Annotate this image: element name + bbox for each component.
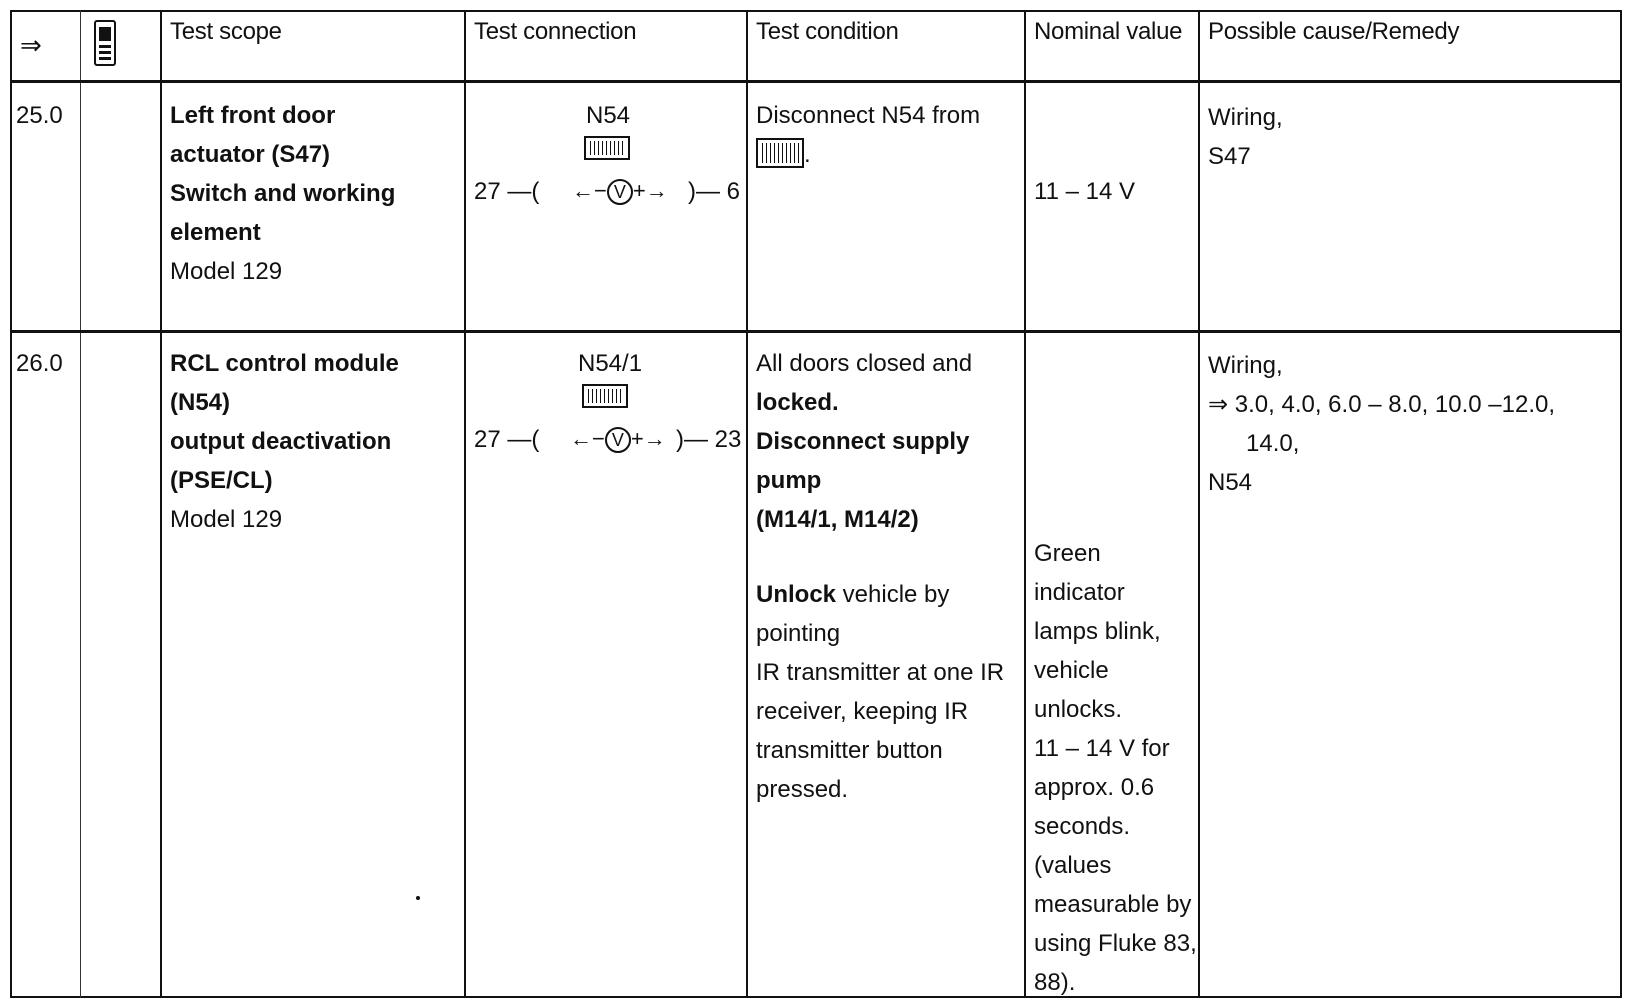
scope-line: RCL control module (N54)	[170, 350, 399, 416]
row-step-number: 26.0	[16, 350, 63, 377]
module-label: N54/1	[578, 350, 643, 377]
column-divider	[746, 10, 748, 998]
nominal-value-cell: 11 – 14 V	[1034, 178, 1135, 205]
pin-right: )— 6	[688, 178, 741, 205]
model-label: Model 129	[170, 258, 283, 285]
row-divider	[10, 330, 1622, 333]
remedy-cell: Wiring, ⇒ 3.0, 4.0, 6.0 – 8.0, 10.0 –12.0, 14.0, N54	[1208, 352, 1556, 496]
test-scope-cell	[170, 344, 460, 539]
pin-right: )— 23	[676, 426, 742, 453]
column-divider	[464, 10, 466, 998]
row-step-number: 25.0	[16, 102, 63, 129]
header-test-condition: Test condition	[756, 18, 899, 45]
step-arrow-header: ⇒	[20, 30, 42, 60]
tester-device-icon	[94, 20, 116, 66]
nominal-value-cell: Green indicator lamps blink, vehicle unlocks. 11 – 14 V for approx. 0.6 seconds. (values measurable by using Fluke 83, 88).	[1034, 540, 1197, 996]
connector-icon	[756, 138, 804, 168]
column-divider	[160, 10, 162, 998]
module-label: N54	[586, 102, 631, 129]
test-condition-cell: All doors closed and locked. Disconnect supply pump (M14/1, M14/2) Unlock vehicle by pointing IR transmitter at one IR receiver, keeping IR transmitter button pressed.	[756, 350, 1005, 803]
scope-line: output deactivation	[170, 428, 392, 455]
scope-line: Left front door	[170, 102, 336, 129]
connector-icon	[582, 384, 628, 408]
header-remedy: Possible cause/Remedy	[1208, 18, 1460, 45]
header-divider	[10, 80, 1622, 83]
voltmeter-icon: ←− V +→	[570, 426, 666, 451]
voltmeter-icon: ←− V +→	[572, 178, 668, 203]
remedy-cell: Wiring, S47	[1208, 104, 1283, 170]
scope-line: element	[170, 219, 261, 246]
header-nominal-value: Nominal value	[1034, 18, 1183, 45]
scope-line: Switch and working	[170, 180, 396, 207]
header-test-scope: Test scope	[170, 18, 282, 45]
scope-line: (PSE/CL)	[170, 467, 273, 494]
column-divider	[1024, 10, 1026, 998]
pin-left: 27 —(	[474, 426, 540, 453]
model-label: Model 129	[170, 506, 283, 533]
header-test-connection: Test connection	[474, 18, 637, 45]
column-divider	[1198, 10, 1200, 998]
test-condition-cell: Disconnect N54 from .	[756, 102, 981, 168]
test-scope-cell	[170, 96, 460, 291]
print-speck	[416, 896, 420, 900]
pin-left: 27 —(	[474, 178, 540, 205]
column-divider	[80, 10, 81, 998]
scope-line: actuator (S47)	[170, 141, 331, 168]
connector-icon	[584, 136, 630, 160]
